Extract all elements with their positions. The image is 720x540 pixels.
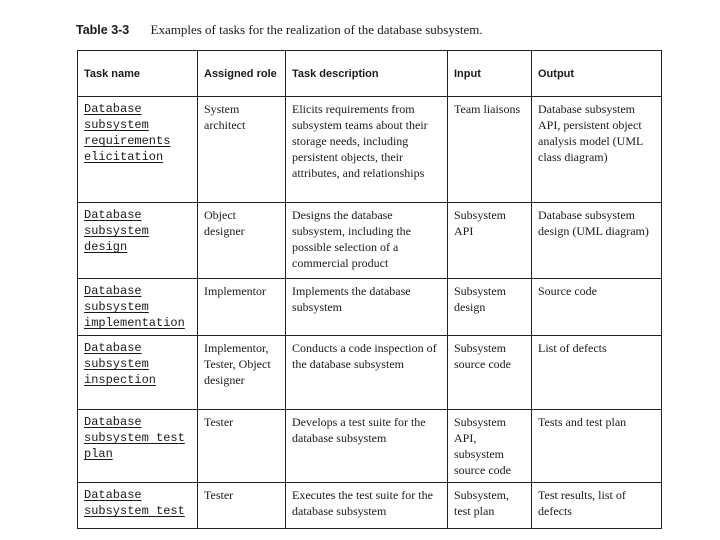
description-cell: Conducts a code inspection of the database subsystem — [286, 336, 448, 410]
task-name-cell — [78, 483, 198, 529]
table-row — [78, 336, 662, 410]
task-name-link[interactable]: Database subsystem requirements elicitation — [84, 102, 171, 164]
input-cell: Team liaisons — [448, 97, 532, 203]
task-name-cell — [78, 410, 198, 483]
output-cell: Source code — [532, 279, 662, 336]
output-cell: List of defects — [532, 336, 662, 410]
input-cell: Subsystem source code — [448, 336, 532, 410]
output-cell: Tests and test plan — [532, 410, 662, 483]
task-name-link[interactable]: Database subsystem test plan — [84, 415, 185, 461]
input-cell: Subsystem API — [448, 203, 532, 279]
role-cell: Implementor, Tester, Object designer — [198, 336, 286, 410]
task-name-cell — [78, 97, 198, 203]
table-caption — [76, 22, 483, 38]
description-cell: Develops a test suite for the database subsystem — [286, 410, 448, 483]
task-name-link[interactable]: Database subsystem inspection — [84, 341, 157, 387]
input-cell: Subsystem, test plan — [448, 483, 532, 529]
table-row — [78, 410, 662, 483]
output-cell: Test results, list of defects — [532, 483, 662, 529]
role-cell: Tester — [198, 410, 286, 483]
table-number: Table 3-3 — [76, 23, 130, 37]
header-task-description: Task description — [286, 51, 448, 97]
description-cell: Implements the database subsystem — [286, 279, 448, 336]
tasks-table — [77, 50, 662, 529]
header-output: Output — [532, 51, 662, 97]
role-cell: Implementor — [198, 279, 286, 336]
header-input: Input — [448, 51, 532, 97]
header-assigned-role: Assigned role — [198, 51, 286, 97]
table-row — [78, 97, 662, 203]
task-name-link[interactable]: Database subsystem design — [84, 208, 149, 254]
task-name-link[interactable]: Database subsystem test — [84, 488, 185, 518]
role-cell: Object designer — [198, 203, 286, 279]
task-name-cell — [78, 336, 198, 410]
role-cell: System architect — [198, 97, 286, 203]
input-cell: Subsystem design — [448, 279, 532, 336]
table-row — [78, 483, 662, 529]
header-task-name: Task name — [78, 51, 198, 97]
header-row — [78, 51, 662, 97]
task-name-cell — [78, 203, 198, 279]
task-name-link[interactable]: Database subsystem implementation — [84, 284, 185, 330]
role-cell: Tester — [198, 483, 286, 529]
table-row — [78, 279, 662, 336]
description-cell: Executes the test suite for the database subsystem — [286, 483, 448, 529]
table-title: Examples of tasks for the realization of the database subsystem. — [150, 22, 483, 37]
output-cell: Database subsystem design (UML diagram) — [532, 203, 662, 279]
table-row — [78, 203, 662, 279]
input-cell: Subsystem API, subsystem source code — [448, 410, 532, 483]
description-cell: Designs the database subsystem, including the possible selection of a commercial product — [286, 203, 448, 279]
description-cell: Elicits requirements from subsystem teams about their storage needs, including persistent objects, their attributes, and relationships — [286, 97, 448, 203]
task-name-cell — [78, 279, 198, 336]
output-cell: Database subsystem API, persistent object analysis model (UML class diagram) — [532, 97, 662, 203]
